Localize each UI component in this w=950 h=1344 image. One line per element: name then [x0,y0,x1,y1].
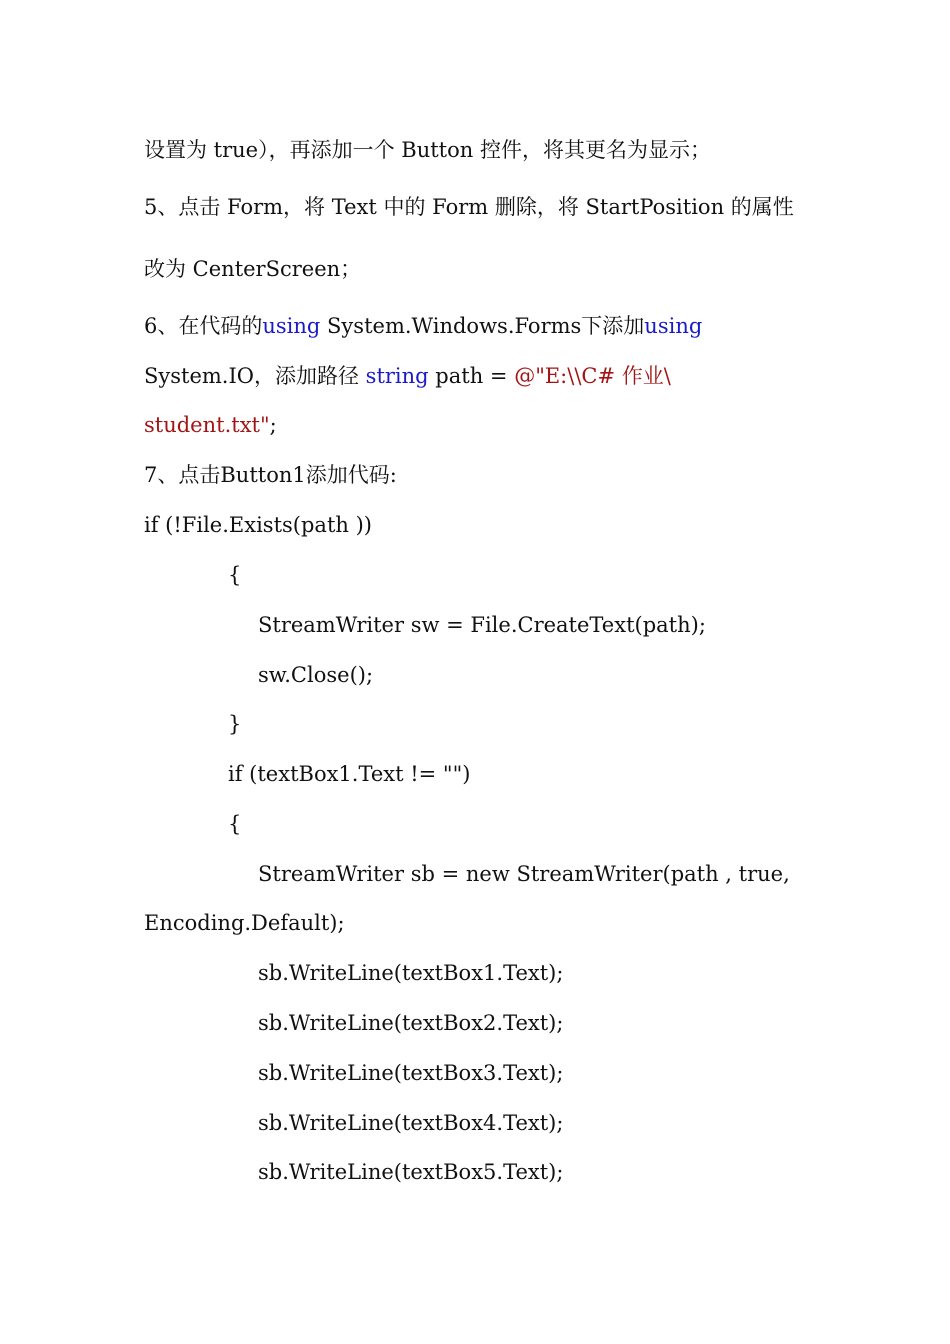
code-line: sb.WriteLine(textBox5.Text); [258,1160,564,1184]
step5-line2: 改为 CenterScreen； [144,257,362,281]
step5-line1: 5、点击 Form，将 Text 中的 Form 删除，将 StartPosition 的属性 [144,195,794,219]
step6-line2 [144,362,671,390]
step6-line2-prefix: System.IO，添加路径 [144,364,366,388]
step6-line2-mid: path = [428,364,515,388]
code-line: if (textBox1.Text != "") [228,762,471,786]
code-line: } [228,712,242,736]
code-line: StreamWriter sb = new StreamWriter(path , true, [258,862,790,886]
step7-heading: 7、点击Button1添加代码: [144,463,397,487]
code-line: sw.Close(); [258,663,374,687]
step6-line1 [144,312,702,340]
step6-prefix: 6、在代码的 [144,314,263,338]
code-line: { [228,563,242,587]
code-line: StreamWriter sw = File.CreateText(path); [258,613,706,637]
step6-mid: System.Windows.Forms下添加 [320,314,645,338]
path-string-literal-end: student.txt" [144,413,270,437]
path-string-literal: @"E:\\C# 作业\ [514,364,671,388]
keyword-using: using [262,314,321,338]
keyword-using: using [644,314,703,338]
code-line: sb.WriteLine(textBox4.Text); [258,1111,564,1135]
code-line: if (!File.Exists(path )) [144,513,372,537]
code-line: sb.WriteLine(textBox1.Text); [258,961,564,985]
code-line: { [228,812,242,836]
semicolon: ; [269,413,277,437]
step4-continuation: 设置为 true），再添加一个 Button 控件，将其更名为显示； [144,138,711,162]
code-line: sb.WriteLine(textBox2.Text); [258,1011,564,1035]
code-line: Encoding.Default); [144,911,345,935]
step6-line3 [144,411,277,439]
keyword-string: string [365,364,429,388]
code-line: sb.WriteLine(textBox3.Text); [258,1061,564,1085]
